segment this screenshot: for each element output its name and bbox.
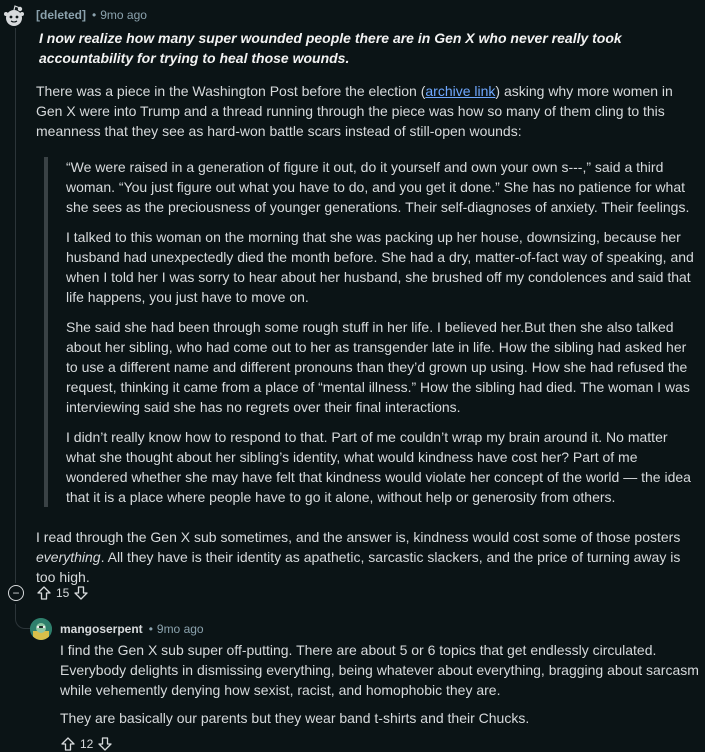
- separator-dot: •: [148, 622, 153, 636]
- comment-header: [36, 8, 147, 22]
- comment-age[interactable]: 9mo ago: [100, 8, 147, 22]
- closing-text-end: . All they have is their identity as apathetic, sarcastic slackers, and the price of turning away is too high.: [36, 549, 681, 585]
- reply-age[interactable]: 9mo ago: [156, 622, 204, 636]
- reply-header: [60, 622, 204, 636]
- downvote-arrow-icon[interactable]: [73, 585, 89, 601]
- reply-author[interactable]: mangoserpent: [60, 622, 143, 636]
- quote-paragraph-2: I talked to this woman on the morning that she was packing up her house, downsizing, because her husband had unexpectedly died the month before. She had a dry, matter-of-fact way of speaking, and when I told her I was sorry to hear about her husband, she brushed off my condolences and said that life happens, you just have to move on.: [66, 229, 694, 305]
- comment-body: [36, 28, 700, 587]
- reply-paragraph-1: I find the Gen X sub super off-putting. There are about 5 or 6 topics that get endlessly circulated. Everybody delights in dismissing everything, being whatever about everything, bragging about sarcasm while vehemently denying how sexist, racist, and homophobic they are.: [60, 642, 699, 698]
- blockquote: [44, 157, 700, 507]
- closing-text-start: I read through the Gen X sub sometimes, and the answer is, kindness would cost some of those posters: [36, 529, 681, 545]
- upvote-arrow-icon[interactable]: [60, 736, 76, 752]
- quote-paragraph-4: I didn’t really know how to respond to that. Part of me couldn’t wrap my brain around it. No matter what she thought about her sibling’s identity, what would kindness have cost her? Part of me wondered whether she may have felt that kindness would violate her concept of the world — the idea that it is a place where people have to go it alone, without help or generosity from others.: [66, 429, 691, 505]
- intro-text-start: There was a piece in the Washington Post before the election (: [36, 83, 426, 99]
- comment-author[interactable]: [deleted]: [36, 8, 87, 22]
- reply-vote-score: 12: [80, 737, 94, 751]
- thread-line[interactable]: [15, 28, 16, 583]
- comment-action-bar: [8, 585, 89, 601]
- downvote-arrow-icon[interactable]: [97, 736, 113, 752]
- avatar[interactable]: [30, 618, 52, 640]
- comment-closing-paragraph: [36, 527, 700, 587]
- comment-bold-italic-lead: I now realize how many super wounded people there are in Gen X who never really took accountability for trying to heal those wounds.: [39, 30, 622, 66]
- comment-intro-paragraph: [36, 81, 700, 141]
- reply-vote-control: [60, 736, 113, 752]
- closing-emphasis: everything: [36, 549, 101, 565]
- vote-control: [36, 585, 89, 601]
- archive-link[interactable]: archive link: [425, 83, 496, 99]
- reply-paragraph-2: They are basically our parents but they wear band t-shirts and their Chucks.: [60, 710, 530, 726]
- reply-body: [60, 640, 700, 736]
- reddit-snoo-icon: [2, 4, 26, 28]
- quote-paragraph-1: “We were raised in a generation of figure it out, do it yourself and own your own s---,” said a third woman. “You just figure out what you have to do, and you get it done.” She has no patience for what she sees as the preciousness of younger generations. Their self-diagnoses of anxiety. Their feelings.: [66, 159, 690, 215]
- intro-text-end: ) asking why more women in Gen X were into Trump and a thread running through the piece was how so many of them cling to this meanness that they see as hard-won battle scars instead of still-open wounds:: [36, 83, 673, 139]
- upvote-arrow-icon[interactable]: [36, 585, 52, 601]
- separator-dot: •: [92, 8, 97, 22]
- user-avatar-icon: [30, 618, 52, 640]
- collapse-minus-icon[interactable]: −: [8, 585, 24, 601]
- reply-branch-line: [15, 604, 30, 629]
- vote-score: 15: [56, 586, 70, 600]
- quote-paragraph-3: She said she had been through some rough stuff in her life. I believed her.But then she also talked about her sibling, who had come out to her as transgender late in life. How the sibling had asked her to use a different name and different pronouns than they’d grown up using. How she had refused the request, thinking it came from a place of “mental illness.” How the sibling had died. The woman I was interviewing said she has no regrets over their final interactions.: [66, 319, 690, 415]
